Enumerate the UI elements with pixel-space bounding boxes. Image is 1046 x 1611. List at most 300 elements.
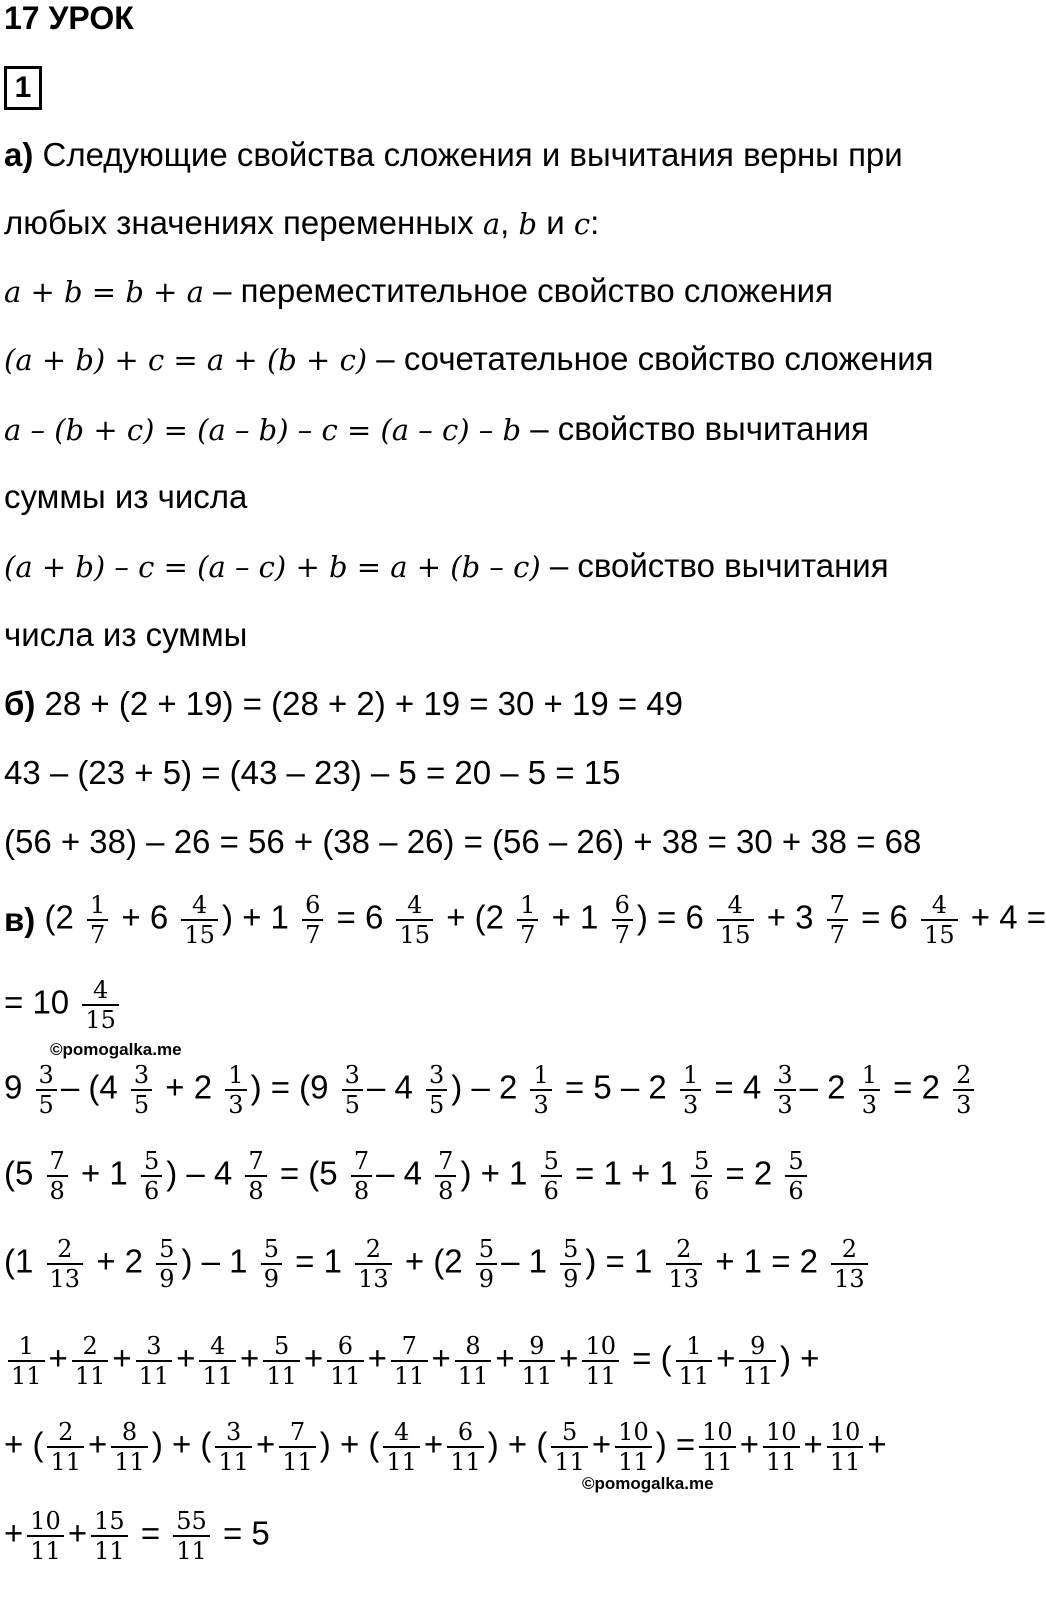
- sep-and: и: [537, 204, 574, 241]
- var-b: b: [518, 207, 538, 241]
- fraction-numerator: 1: [861, 1061, 877, 1089]
- math-text: =: [131, 1514, 170, 1552]
- part-v-line-1: [4, 880, 1046, 960]
- part-v-expr-8: [4, 1507, 270, 1565]
- math-text: ) =: [655, 1425, 696, 1463]
- fraction: [47, 1147, 68, 1205]
- fraction-denominator: 11: [173, 1535, 210, 1565]
- fraction-denominator: 3: [953, 1089, 974, 1119]
- prop3-formula: a – (b + c) = (a – b) – c = (a – c) – b: [4, 413, 522, 447]
- fraction: [831, 1235, 868, 1293]
- fraction: [785, 1147, 806, 1205]
- fraction-numerator: 2: [676, 1235, 692, 1263]
- fraction-denominator: 8: [351, 1175, 372, 1205]
- fraction: [582, 1332, 619, 1390]
- fraction: [519, 1332, 556, 1390]
- property-subtract-sum-cont: суммы из числа: [4, 478, 248, 515]
- fraction-denominator: 11: [8, 1360, 45, 1390]
- math-text: = 10: [4, 983, 79, 1021]
- part-v-line-4: [4, 1136, 811, 1216]
- fraction-numerator: 3: [344, 1061, 360, 1089]
- fraction-numerator: 1: [228, 1061, 244, 1089]
- fraction: [181, 891, 218, 949]
- fraction-numerator: 2: [82, 1332, 98, 1360]
- fraction-numerator: 5: [273, 1332, 290, 1360]
- fraction-denominator: 11: [551, 1446, 588, 1476]
- fraction-numerator: 7: [353, 1147, 370, 1175]
- part-v-line-5: [4, 1224, 872, 1304]
- part-v-line-7: [4, 1407, 887, 1487]
- fraction-denominator: 15: [717, 919, 754, 949]
- math-text: = (5: [270, 1154, 347, 1192]
- math-text: +: [48, 1339, 68, 1377]
- fraction-numerator: 1: [533, 1061, 549, 1089]
- part-v-expr-2: [4, 976, 123, 1034]
- fraction-denominator: 8: [245, 1175, 266, 1205]
- part-v-line-2: [4, 965, 123, 1045]
- math-text: +: [367, 1339, 387, 1377]
- fraction-denominator: 11: [263, 1360, 300, 1390]
- fraction-denominator: 5: [342, 1089, 363, 1119]
- fraction: [435, 1147, 456, 1205]
- fraction-denominator: 11: [391, 1360, 428, 1390]
- fraction-denominator: 5: [36, 1089, 57, 1119]
- fraction-numerator: 5: [159, 1235, 175, 1263]
- fraction-denominator: 11: [72, 1360, 109, 1390]
- math-text: ) + (: [319, 1425, 380, 1463]
- fraction: [245, 1147, 266, 1205]
- fraction-numerator: 5: [561, 1418, 578, 1446]
- fraction: [261, 1235, 282, 1293]
- fraction-numerator: 4: [394, 1418, 410, 1446]
- property-subtract-from-sum-cont: числа из суммы: [4, 616, 248, 653]
- math-text: +: [67, 1514, 88, 1552]
- fraction: [131, 1061, 152, 1119]
- fraction-denominator: 11: [519, 1360, 556, 1390]
- fraction-numerator: 4: [92, 976, 109, 1004]
- fraction: [8, 1332, 45, 1390]
- fraction: [615, 1418, 652, 1476]
- math-text: ) = (9: [250, 1068, 338, 1106]
- fraction: [141, 1147, 162, 1205]
- fraction-numerator: 10: [618, 1418, 649, 1446]
- math-text: = (: [623, 1339, 672, 1377]
- fraction-numerator: 7: [401, 1332, 417, 1360]
- fraction: [774, 1061, 795, 1119]
- fraction: [717, 891, 754, 949]
- math-text: +: [303, 1339, 324, 1377]
- fraction-numerator: 4: [210, 1332, 226, 1360]
- math-text: ) – 2: [451, 1068, 527, 1106]
- math-text: = 1: [285, 1242, 352, 1280]
- math-text: = 1 + 1: [565, 1154, 687, 1192]
- fraction-numerator: 55: [176, 1507, 207, 1535]
- math-text: +: [240, 1339, 260, 1377]
- fraction-numerator: 15: [94, 1507, 125, 1535]
- fraction-numerator: 3: [777, 1061, 793, 1089]
- fraction-denominator: 3: [680, 1089, 701, 1119]
- math-text: ) + (: [151, 1425, 212, 1463]
- math-text: ) + 1: [221, 898, 299, 936]
- fraction-denominator: 11: [111, 1446, 148, 1476]
- fraction-numerator: 7: [289, 1418, 306, 1446]
- math-text: + 1: [71, 1154, 137, 1192]
- fraction-numerator: 7: [438, 1147, 454, 1175]
- fraction-numerator: 1: [686, 1332, 702, 1360]
- fraction-numerator: 10: [765, 1418, 797, 1446]
- prop1-text: – переместительное свойство сложения: [203, 272, 833, 309]
- math-text: ) + (: [487, 1425, 548, 1463]
- prop4-text: – свойство вычитания: [540, 547, 889, 584]
- math-text: + (2: [437, 898, 514, 936]
- fraction-denominator: 11: [27, 1535, 64, 1565]
- math-text: ) – 1: [181, 1242, 257, 1280]
- fraction: [263, 1332, 300, 1390]
- fraction: [87, 891, 108, 949]
- var-a: a: [482, 207, 501, 241]
- math-text: +: [423, 1425, 444, 1463]
- fraction-numerator: 4: [931, 891, 947, 919]
- fraction-numerator: 10: [585, 1332, 616, 1360]
- part-v-expr-1: [35, 891, 1046, 949]
- fraction: [517, 891, 538, 949]
- fraction-numerator: 6: [614, 891, 630, 919]
- math-text: = 6: [851, 898, 918, 936]
- fraction-denominator: 11: [699, 1446, 736, 1476]
- part-v-expr-7: [4, 1418, 887, 1476]
- fraction-denominator: 11: [676, 1360, 713, 1390]
- fraction: [199, 1332, 236, 1390]
- math-text: +: [431, 1339, 451, 1377]
- fraction-numerator: 9: [750, 1332, 766, 1360]
- math-text: – 1: [501, 1242, 557, 1280]
- fraction-numerator: 4: [192, 891, 208, 919]
- fraction-denominator: 9: [156, 1263, 177, 1293]
- fraction: [676, 1332, 713, 1390]
- fraction-denominator: 11: [47, 1446, 84, 1476]
- fraction-denominator: 9: [476, 1263, 497, 1293]
- fraction: [383, 1418, 420, 1476]
- fraction: [680, 1061, 701, 1119]
- fraction: [36, 1061, 57, 1119]
- fraction-denominator: 7: [87, 919, 108, 949]
- fraction: [827, 891, 848, 949]
- math-text: +: [803, 1425, 823, 1463]
- fraction: [215, 1418, 252, 1476]
- fraction-numerator: 1: [18, 1332, 34, 1360]
- math-text: = 4: [705, 1068, 771, 1106]
- part-a-intro-2: любых значениях переменных: [4, 204, 483, 241]
- fraction-numerator: 8: [121, 1418, 138, 1446]
- math-text: – 4: [376, 1154, 432, 1192]
- fraction: [859, 1061, 880, 1119]
- fraction-numerator: 2: [365, 1235, 382, 1263]
- fraction-numerator: 9: [529, 1332, 545, 1360]
- fraction-denominator: 11: [199, 1360, 236, 1390]
- math-text: 9: [4, 1068, 32, 1106]
- fraction-numerator: 3: [133, 1061, 150, 1089]
- sep-colon: :: [590, 204, 600, 241]
- math-text: ) + 1: [460, 1154, 537, 1192]
- fraction-denominator: 11: [215, 1446, 252, 1476]
- part-v-line-8: [4, 1496, 270, 1576]
- fraction-numerator: 3: [146, 1332, 162, 1360]
- fraction: [426, 1061, 447, 1119]
- fraction-denominator: 5: [131, 1089, 152, 1119]
- fraction: [391, 1332, 428, 1390]
- fraction-denominator: 11: [455, 1360, 492, 1390]
- fraction: [351, 1147, 372, 1205]
- math-text: – (4: [60, 1068, 127, 1106]
- fraction: [551, 1418, 588, 1476]
- fraction-denominator: 3: [225, 1089, 246, 1119]
- math-text: +: [739, 1425, 759, 1463]
- math-text: + 6: [112, 898, 178, 936]
- fraction: [612, 891, 633, 949]
- fraction: [355, 1235, 392, 1293]
- math-text: +: [867, 1425, 887, 1463]
- fraction: [342, 1061, 363, 1119]
- fraction: [953, 1061, 974, 1119]
- math-text: +: [559, 1339, 579, 1377]
- math-text: +: [495, 1339, 515, 1377]
- property-commutative: [4, 268, 833, 314]
- math-text: +: [4, 1514, 24, 1552]
- math-text: + 2: [87, 1242, 153, 1280]
- math-text: (1: [4, 1242, 43, 1280]
- part-v-expr-5: [4, 1235, 872, 1293]
- fraction-numerator: 2: [58, 1418, 74, 1446]
- fraction-numerator: 4: [727, 891, 743, 919]
- part-v-line-6: [4, 1321, 819, 1401]
- fraction-numerator: 6: [337, 1332, 354, 1360]
- fraction: [91, 1507, 128, 1565]
- part-v-label: в): [4, 901, 36, 938]
- math-text: = 5 – 2: [555, 1068, 676, 1106]
- fraction: [530, 1061, 551, 1119]
- fraction-denominator: 3: [530, 1089, 551, 1119]
- fraction-denominator: 6: [691, 1175, 712, 1205]
- fraction: [739, 1332, 776, 1390]
- var-c: c: [573, 207, 591, 241]
- page-title: 17 УРОК: [4, 0, 134, 36]
- fraction-numerator: 7: [49, 1147, 65, 1175]
- part-b-line-2: 43 – (23 + 5) = (43 – 23) – 5 = 20 – 5 = 15: [4, 754, 621, 791]
- fraction-numerator: 2: [841, 1235, 858, 1263]
- math-text: ) = 6: [636, 898, 713, 936]
- part-v-expr-4: [4, 1147, 811, 1205]
- math-text: ) – 4: [166, 1154, 242, 1192]
- math-text: = 5: [213, 1514, 270, 1552]
- part-b-label: б): [4, 685, 36, 722]
- fraction-numerator: 3: [38, 1061, 54, 1089]
- fraction-numerator: 3: [429, 1061, 445, 1089]
- part-a-intro-line: [4, 132, 903, 178]
- fraction: [560, 1235, 581, 1293]
- fraction: [396, 891, 433, 949]
- fraction: [763, 1418, 800, 1476]
- fraction-numerator: 10: [30, 1507, 61, 1535]
- task-number-box: 1: [4, 66, 42, 110]
- fraction-denominator: 13: [666, 1263, 703, 1293]
- fraction-numerator: 5: [693, 1147, 710, 1175]
- fraction-denominator: 11: [383, 1446, 420, 1476]
- part-v-line-3: [4, 1050, 978, 1130]
- fraction: [302, 891, 323, 949]
- fraction: [47, 1235, 84, 1293]
- math-text: + 3: [757, 898, 823, 936]
- fraction: [136, 1332, 173, 1390]
- fraction: [173, 1507, 210, 1565]
- math-text: ) +: [779, 1339, 820, 1377]
- math-text: = 2: [716, 1154, 782, 1192]
- fraction-denominator: 9: [261, 1263, 282, 1293]
- fraction: [327, 1332, 364, 1390]
- fraction-denominator: 11: [763, 1446, 800, 1476]
- fraction-numerator: 2: [956, 1061, 972, 1089]
- fraction: [111, 1418, 148, 1476]
- fraction-numerator: 10: [829, 1418, 861, 1446]
- math-text: + 2: [156, 1068, 222, 1106]
- fraction: [27, 1507, 64, 1565]
- part-a-variables-line: [4, 200, 599, 246]
- part-b-line-3: (56 + 38) – 26 = 56 + (38 – 26) = (56 – 26) + 38 = 30 + 38 = 68: [4, 823, 922, 860]
- fraction-numerator: 10: [702, 1418, 733, 1446]
- fraction-denominator: 11: [447, 1446, 484, 1476]
- fraction: [691, 1147, 712, 1205]
- fraction: [921, 891, 958, 949]
- fraction-denominator: 7: [517, 919, 538, 949]
- fraction-numerator: 1: [89, 891, 106, 919]
- fraction-denominator: 8: [47, 1175, 68, 1205]
- fraction-numerator: 1: [682, 1061, 699, 1089]
- part-v-expr-6: [4, 1332, 819, 1390]
- fraction-denominator: 11: [327, 1360, 364, 1390]
- watermark-2: ©pomogalka.me: [582, 1474, 714, 1493]
- math-text: +: [591, 1425, 612, 1463]
- math-text: – 4: [366, 1068, 422, 1106]
- fraction-numerator: 1: [520, 891, 536, 919]
- sep-comma: ,: [500, 204, 519, 241]
- fraction-denominator: 11: [739, 1360, 776, 1390]
- fraction-numerator: 7: [248, 1147, 264, 1175]
- fraction-denominator: 3: [859, 1089, 880, 1119]
- math-text: +: [87, 1425, 108, 1463]
- fraction-denominator: 3: [774, 1089, 795, 1119]
- fraction-denominator: 5: [426, 1089, 447, 1119]
- math-text: – 2: [799, 1068, 855, 1106]
- fraction-numerator: 5: [143, 1147, 160, 1175]
- fraction-numerator: 5: [263, 1235, 279, 1263]
- fraction-numerator: 5: [563, 1235, 579, 1263]
- fraction-denominator: 7: [302, 919, 323, 949]
- fraction-denominator: 15: [82, 1004, 119, 1034]
- fraction-denominator: 13: [831, 1263, 868, 1293]
- fraction-denominator: 13: [355, 1263, 392, 1293]
- fraction: [72, 1332, 109, 1390]
- fraction: [279, 1418, 316, 1476]
- prop4-formula: (a + b) – c = (a – c) + b = a + (b – c): [4, 550, 541, 584]
- fraction: [225, 1061, 246, 1119]
- prop3-text: – свойство вычитания: [521, 410, 869, 447]
- fraction-denominator: 7: [612, 919, 633, 949]
- math-text: +: [716, 1339, 736, 1377]
- fraction-denominator: 11: [582, 1360, 619, 1390]
- part-v-expr-3: [4, 1061, 978, 1119]
- fraction-denominator: 15: [921, 919, 958, 949]
- property-associative: [4, 336, 934, 382]
- math-text: +: [176, 1339, 196, 1377]
- math-text: +: [112, 1339, 132, 1377]
- fraction: [82, 976, 119, 1034]
- fraction-denominator: 6: [785, 1175, 806, 1205]
- fraction-denominator: 11: [91, 1535, 128, 1565]
- fraction-denominator: 11: [827, 1446, 864, 1476]
- fraction: [666, 1235, 703, 1293]
- prop1-formula: a + b = b + a: [4, 275, 204, 309]
- fraction: [156, 1235, 177, 1293]
- fraction-numerator: 3: [226, 1418, 242, 1446]
- watermark: ©pomogalka.me: [50, 1040, 182, 1059]
- math-text: ) = 1: [585, 1242, 662, 1280]
- fraction-numerator: 6: [305, 891, 321, 919]
- property-subtract-from-sum: [4, 543, 889, 589]
- math-text: = 6: [327, 898, 393, 936]
- part-a-intro-1: Следующие свойства сложения и вычитания верны при: [33, 136, 903, 173]
- part-a-label: а): [4, 136, 34, 173]
- fraction-numerator: 2: [57, 1235, 73, 1263]
- fraction: [827, 1418, 864, 1476]
- math-text: + 1: [542, 898, 608, 936]
- fraction-numerator: 5: [543, 1147, 559, 1175]
- fraction-denominator: 8: [435, 1175, 456, 1205]
- fraction: [476, 1235, 497, 1293]
- fraction-denominator: 6: [541, 1175, 562, 1205]
- fraction: [699, 1418, 736, 1476]
- fraction-denominator: 11: [615, 1446, 652, 1476]
- fraction-denominator: 13: [47, 1263, 84, 1293]
- fraction: [541, 1147, 562, 1205]
- prop2-text: – сочетательное свойство сложения: [367, 340, 934, 377]
- prop2-formula: (a + b) + c = a + (b + c): [4, 343, 368, 377]
- fraction-numerator: 5: [788, 1147, 804, 1175]
- fraction-denominator: 9: [560, 1263, 581, 1293]
- fraction: [455, 1332, 492, 1390]
- fraction-denominator: 15: [181, 919, 218, 949]
- fraction-denominator: 11: [136, 1360, 173, 1390]
- fraction-numerator: 7: [829, 891, 845, 919]
- part-b-eq-1: 28 + (2 + 19) = (28 + 2) + 19 = 30 + 19 = 49: [35, 685, 684, 722]
- math-text: + (: [4, 1425, 44, 1463]
- math-text: +: [255, 1425, 276, 1463]
- math-text: + 1 = 2: [706, 1242, 828, 1280]
- fraction-denominator: 15: [396, 919, 433, 949]
- fraction-numerator: 4: [407, 891, 423, 919]
- fraction-denominator: 6: [141, 1175, 162, 1205]
- part-b-line-1: [4, 681, 683, 727]
- fraction: [447, 1418, 484, 1476]
- fraction: [47, 1418, 84, 1476]
- property-subtract-sum: [4, 406, 869, 452]
- math-text: (2: [35, 898, 83, 936]
- math-text: + 4 =: [961, 898, 1046, 936]
- fraction-denominator: 11: [279, 1446, 316, 1476]
- fraction-numerator: 5: [478, 1235, 495, 1263]
- fraction-numerator: 6: [457, 1418, 474, 1446]
- math-text: (5: [4, 1154, 43, 1192]
- fraction-denominator: 7: [827, 919, 848, 949]
- math-text: = 2: [883, 1068, 950, 1106]
